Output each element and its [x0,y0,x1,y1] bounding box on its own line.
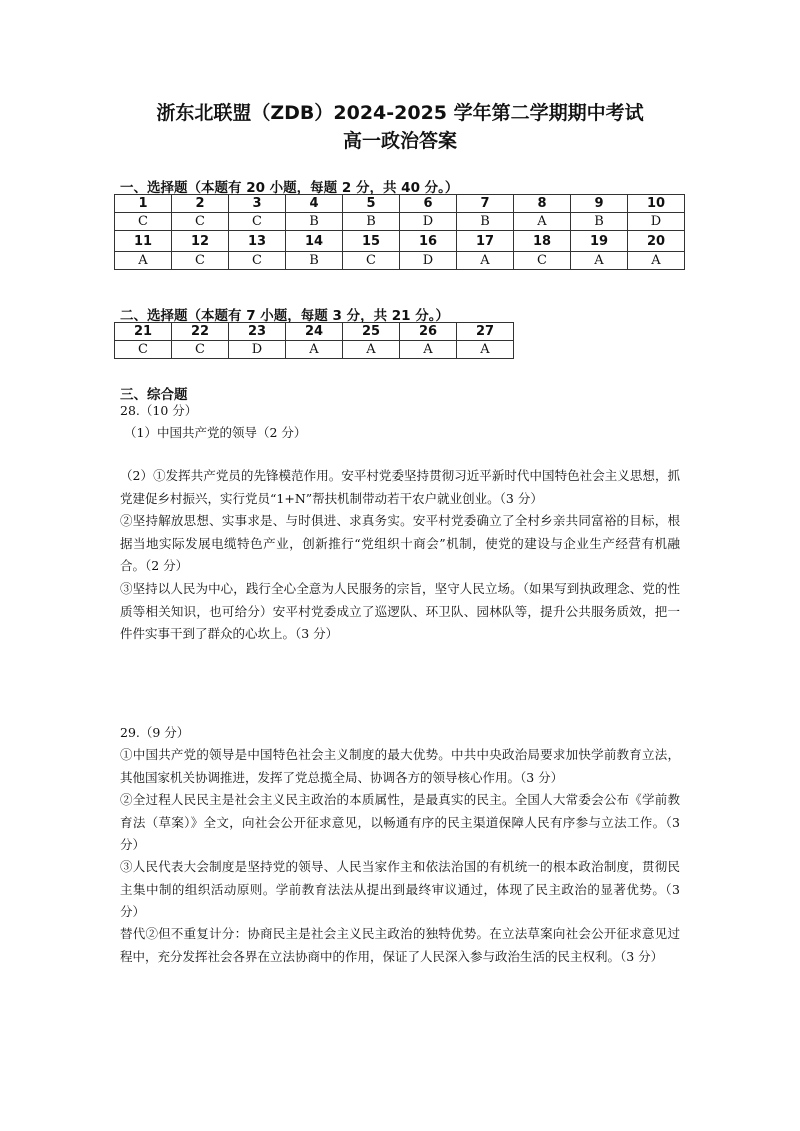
table-cell: 21 [115,323,172,341]
table-cell: A [514,213,571,231]
table-cell: D [229,341,286,359]
q29-part2: ②全过程人民民主是社会主义民主政治的本质属性，是最真实的民主。全国人大常委会公布《学前教育法（草案）》全文，向社会公开征求意见，以畅通有序的民主渠道保障人民有序参与立法工作。（3 分） [120,792,680,852]
table-cell: A [400,341,457,359]
table-cell: 19 [571,231,628,252]
table-cell: C [172,252,229,270]
q29-part3: ③人民代表大会制度是坚持党的领导、人民当家作主和依法治国的有机统一的根本政治制度，贯彻民主集中制的组织活动原则。学前教育法法从提出到最终审议通过，体现了民主政治的显著优势。（3 分） [120,859,680,919]
table-cell: B [286,213,343,231]
table-cell: 8 [514,195,571,213]
table-cell: 4 [286,195,343,213]
q29-label: 29.（9 分） [120,725,190,740]
table-cell: B [286,252,343,270]
table-cell: A [286,341,343,359]
document-subtitle: 高一政治答案 [342,130,457,152]
table-cell: B [343,213,400,231]
table-cell: 14 [286,231,343,252]
table-cell: 10 [628,195,685,213]
table-cell: A [457,341,514,359]
table-cell: 18 [514,231,571,252]
table-row-numbers-1 [115,195,685,213]
table-cell: C [229,252,286,270]
q28-part1: （1）中国共产党的领导（2 分） [124,425,307,440]
table-cell: C [172,213,229,231]
table-cell: 9 [571,195,628,213]
table-row-answers-3 [115,341,514,359]
table-cell: D [400,252,457,270]
table-row-numbers-2 [115,231,685,252]
table-cell: C [229,213,286,231]
table-cell: 2 [172,195,229,213]
table-cell: A [115,252,172,270]
table-cell: 20 [628,231,685,252]
table-cell: 5 [343,195,400,213]
table-cell: D [628,213,685,231]
table-cell: B [571,213,628,231]
table-cell: 11 [115,231,172,252]
table-cell: D [400,213,457,231]
q28-part3: ②坚持解放思想、实事求是、与时俱进、求真务实。安平村党委确立了全村乡亲共同富裕的目标，根据当地实际发展电缆特色产业，创新推行“党组织十商会”机制，使党的建设与企业生产经营有机融合。（2 分） [120,513,680,573]
table-cell: B [457,213,514,231]
table-cell: 12 [172,231,229,252]
table-cell: 26 [400,323,457,341]
table-cell: C [514,252,571,270]
table-cell: 15 [343,231,400,252]
table-cell: A [343,341,400,359]
table-cell: 13 [229,231,286,252]
table-cell: A [571,252,628,270]
document-title: 浙东北联盟（ZDB）2024-2025 学年第二学期期中考试 [156,102,644,124]
q29-part1: ①中国共产党的领导是中国特色社会主义制度的最大优势。中共中央政治局要求加快学前教育立法，其他国家机关协调推进，发挥了党总揽全局、协调各方的领导核心作用。（3 分） [120,747,680,785]
table-cell: C [115,213,172,231]
table-cell: A [628,252,685,270]
table-row-answers-2 [115,252,685,270]
q29-part4: 替代②但不重复计分：协商民主是社会主义民主政治的独特优势。在立法草案向社会公开征求意见过程中，充分发挥社会各界在立法协商中的作用，保证了人民深入参与政治生活的民主权利。（3 分） [120,926,680,964]
section1-heading: 一、选择题（本题有 20 小题，每题 2 分，共 40 分。） [120,180,459,196]
table-cell: 6 [400,195,457,213]
table-cell: 24 [286,323,343,341]
table-cell: 3 [229,195,286,213]
table-cell: 7 [457,195,514,213]
table-row-numbers-3 [115,323,514,341]
answer-table-1 [114,194,685,270]
table-row-answers-1 [115,213,685,231]
table-cell: 25 [343,323,400,341]
table-cell: C [343,252,400,270]
q28-part2: （2）①发挥共产党员的先锋模范作用。安平村党委坚持贯彻习近平新时代中国特色社会主义思想，抓党建促乡村振兴，实行党员“1+N”帮扶机制带动若干农户就业创业。（3 分） [120,468,680,506]
q28-part4: ③坚持以人民为中心，践行全心全意为人民服务的宗旨，坚守人民立场。（如果写到执政理念、党的性质等相关知识，也可给分）安平村党委成立了巡逻队、环卫队、园林队等，提升公共服务质效，把一件件实事干到了群众的心坎上。（3 分） [120,581,680,641]
q28-label: 28.（10 分） [120,403,198,418]
table-cell: 23 [229,323,286,341]
answer-table-2 [114,322,514,359]
table-cell: 1 [115,195,172,213]
table-cell: A [457,252,514,270]
table-cell: C [115,341,172,359]
section3-heading: 三、综合题 [120,387,188,403]
table-cell: 17 [457,231,514,252]
table-cell: 27 [457,323,514,341]
table-cell: 22 [172,323,229,341]
section2-heading: 二、选择题（本题有 7 小题，每题 3 分，共 21 分。） [120,308,450,324]
table-cell: C [172,341,229,359]
table-cell: 16 [400,231,457,252]
